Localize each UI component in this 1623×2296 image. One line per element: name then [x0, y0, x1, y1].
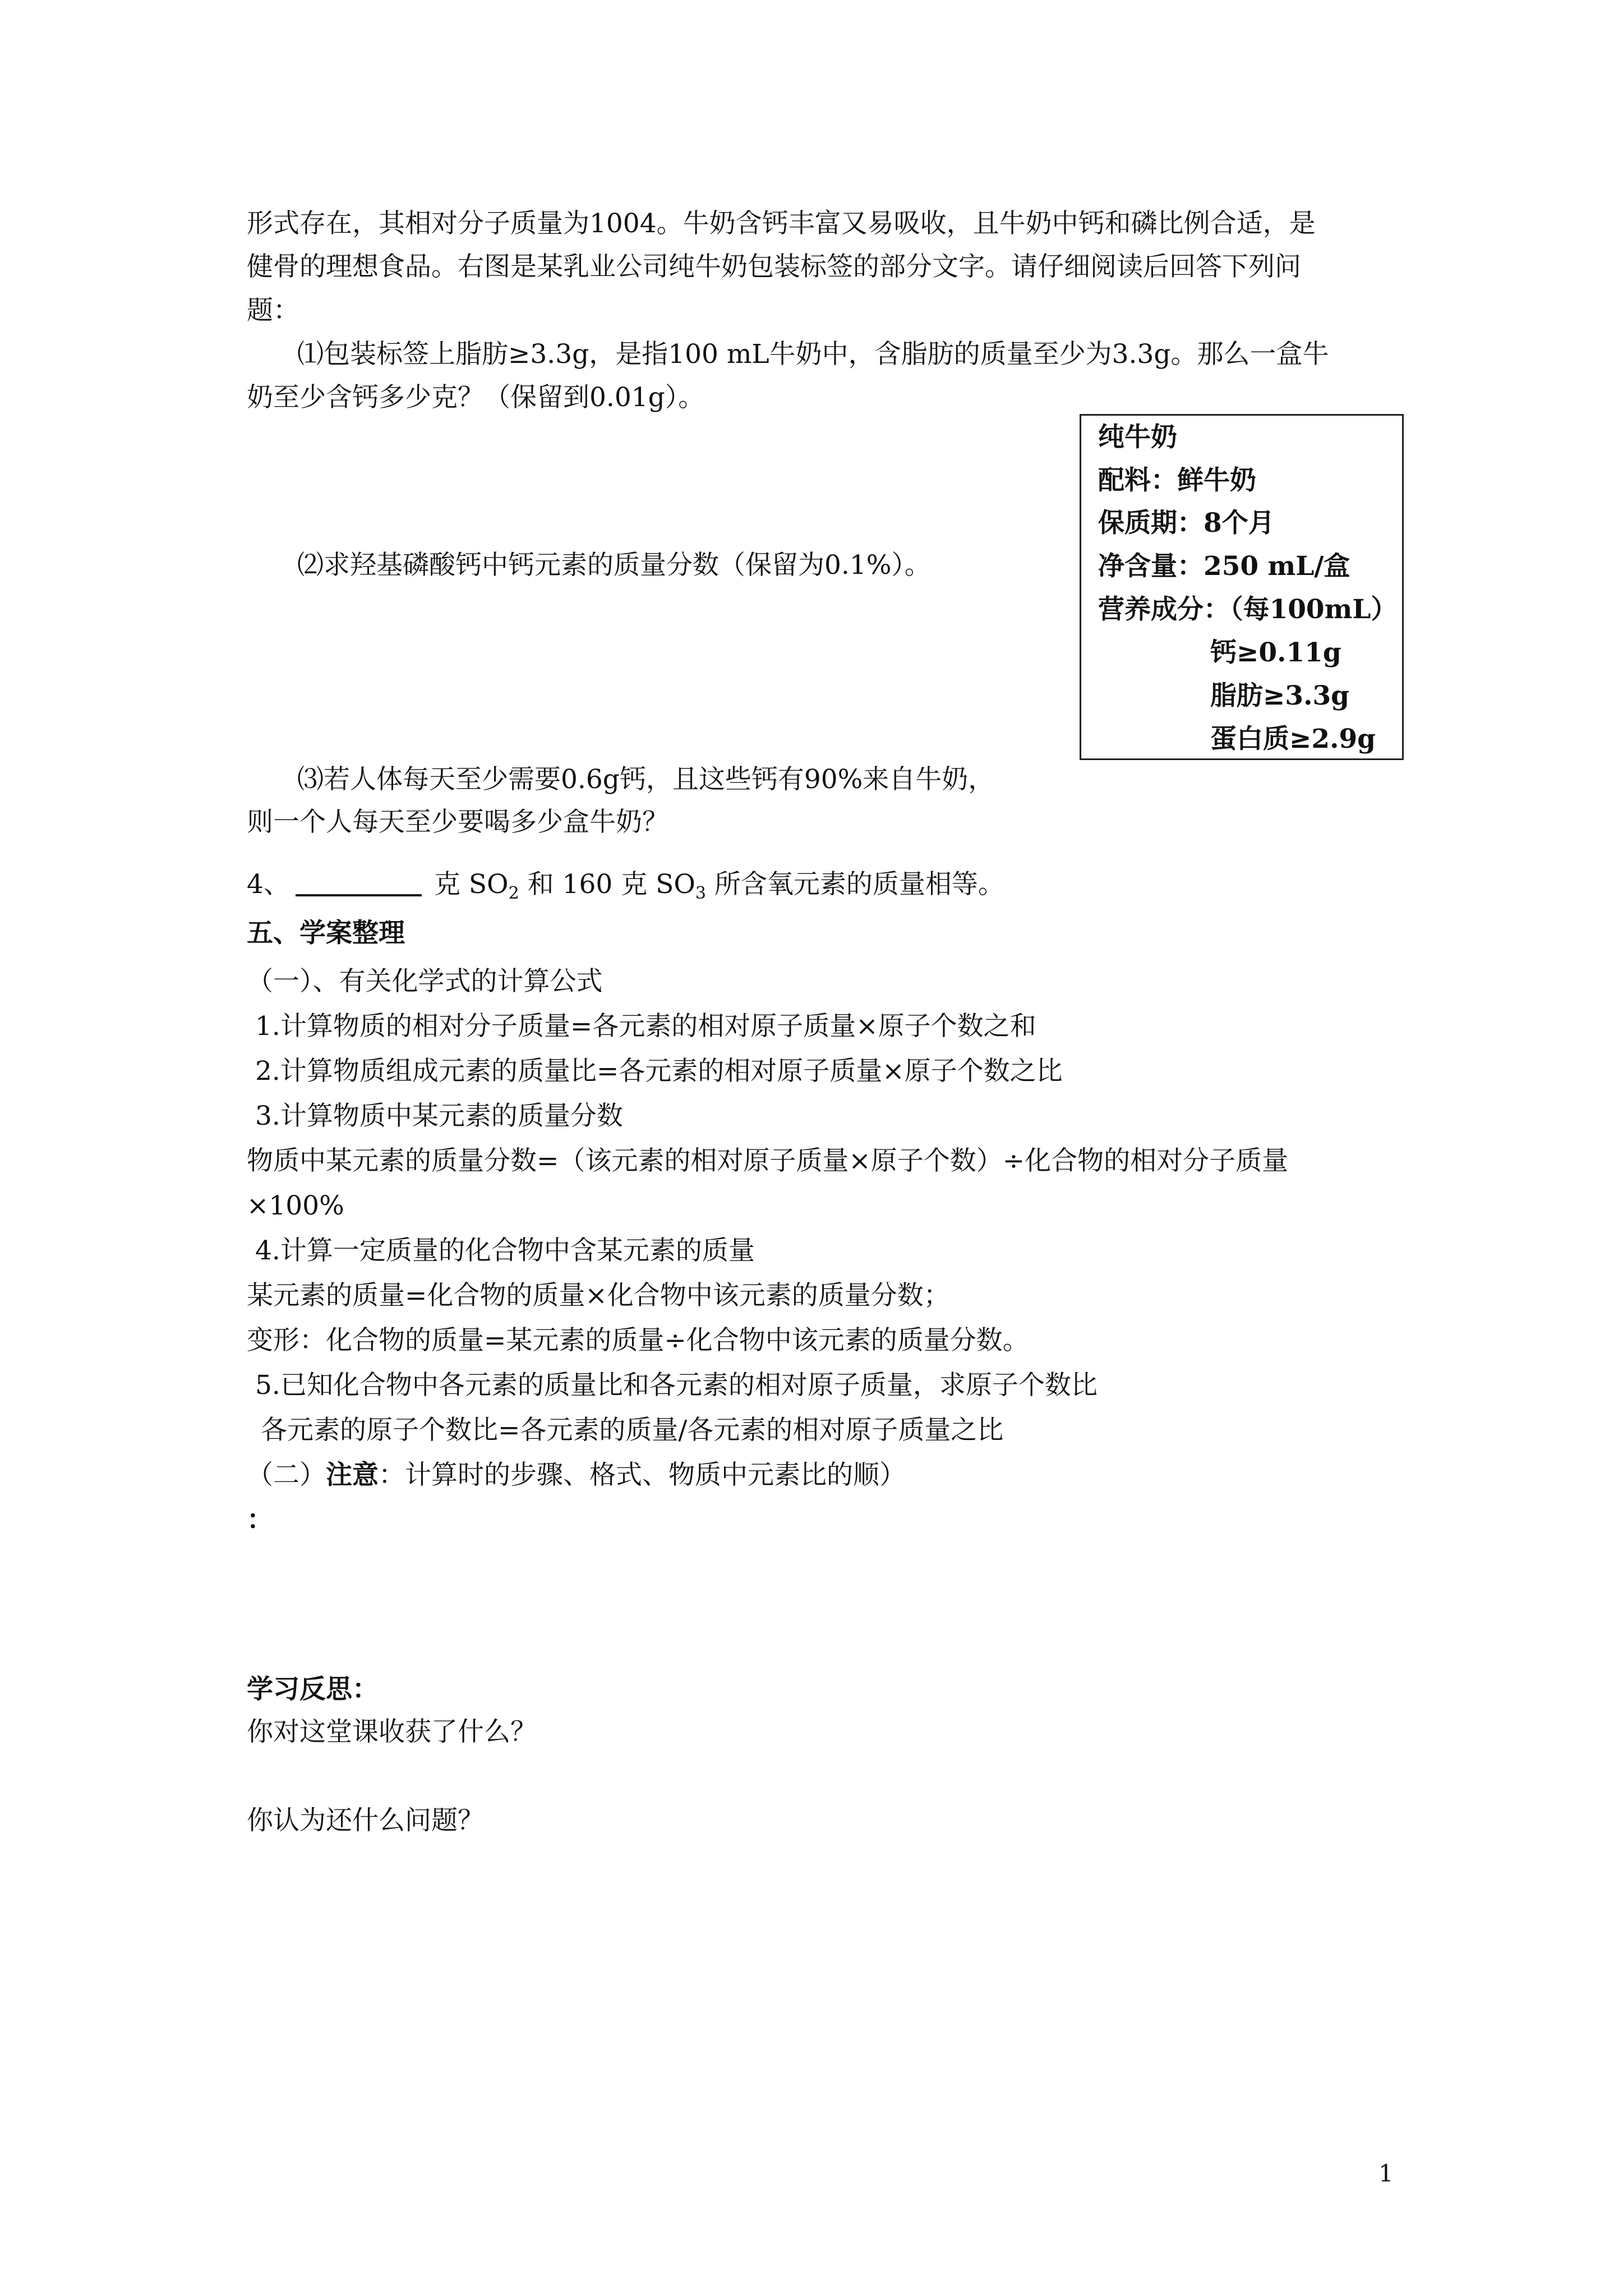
formula-item: 1.计算物质的相对分子质量=各元素的相对原子质量×原子个数之和 — [255, 1011, 1036, 1042]
intro-line: 健骨的理想食品。右图是某乳业公司纯牛奶包装标签的部分文字。请仔细阅读后回答下列问 — [247, 251, 1301, 282]
formula-item: 4.计算一定质量的化合物中含某元素的质量 — [255, 1235, 755, 1266]
q3-line: ⑶若人体每天至少需要0.6g钙，且这些钙有90%来自牛奶， — [297, 764, 995, 795]
formula-line: 某元素的质量=化合物的质量×化合物中该元素的质量分数； — [247, 1280, 950, 1311]
question-2: ⑵求羟基磷酸钙中钙元素的质量分数（保留为0.1%）。 — [297, 550, 931, 581]
reflection-heading: 学习反思： — [247, 1674, 379, 1705]
label-calcium: 钙≥0.11g — [1210, 637, 1341, 668]
answer-blank[interactable] — [296, 869, 422, 896]
subsection-heading: （一）、有关化学式的计算公式 — [247, 966, 603, 997]
q4-sub: 3 — [695, 884, 706, 903]
intro-line: 形式存在，其相对分子质量为1004。牛奶含钙丰富又易吸收，且牛奶中钙和磷比例合适，是 — [247, 208, 1316, 239]
q1-line: 奶至少含钙多少克？（保留到0.01g）。 — [247, 382, 705, 413]
note-bold: 注意 — [326, 1460, 379, 1490]
formula-item: 2.计算物质组成元素的质量比=各元素的相对原子质量×原子个数之比 — [255, 1056, 1063, 1087]
formula-line: 变形：化合物的质量=某元素的质量÷化合物中该元素的质量分数。 — [247, 1325, 1029, 1356]
label-protein: 蛋白质≥2.9g — [1210, 724, 1376, 754]
note-prefix: （二） — [247, 1460, 326, 1490]
q1-line: ⑴包装标签上脂肪≥3.3g，是指100 mL牛奶中，含脂肪的质量至少为3.3g。那么一盒牛 — [297, 339, 1329, 370]
q4-number: 4、 — [247, 869, 290, 900]
note-line — [247, 1462, 906, 1488]
note-trail: ： — [247, 1504, 273, 1535]
q4-text: 和 160 克 SO — [519, 869, 695, 900]
label-title: 纯牛奶 — [1098, 422, 1177, 453]
formula-line: 各元素的原子个数比=各元素的质量/各元素的相对原子质量之比 — [261, 1415, 1004, 1446]
section-heading: 五、学案整理 — [247, 918, 405, 949]
label-fat: 脂肪≥3.3g — [1210, 680, 1350, 711]
milk-label-box — [1080, 414, 1404, 760]
formula-line: 物质中某元素的质量分数=（该元素的相对原子质量×原子个数）÷化合物的相对分子质量 — [247, 1145, 1289, 1176]
page-number: 1 — [1378, 2160, 1394, 2187]
label-net-content: 净含量：250 mL/盒 — [1098, 551, 1350, 582]
formula-item: 5.已知化合物中各元素的质量比和各元素的相对原子质量，求原子个数比 — [255, 1370, 1098, 1401]
q3-line: 则一个人每天至少要喝多少盒牛奶？ — [247, 807, 668, 838]
note-text: ：计算时的步骤、格式、物质中元素比的顺） — [379, 1460, 906, 1490]
label-shelf-life: 保质期：8个月 — [1098, 508, 1275, 539]
formula-line: ×100% — [247, 1190, 344, 1221]
reflection-question: 你认为还什么问题？ — [247, 1805, 484, 1836]
intro-line: 题： — [247, 295, 299, 326]
q4-text: 所含氧元素的质量相等。 — [706, 869, 1004, 900]
label-nutrition: 营养成分：（每100mL） — [1098, 594, 1398, 625]
reflection-question: 你对这堂课收获了什么？ — [247, 1717, 537, 1747]
label-ingredients: 配料：鲜牛奶 — [1098, 465, 1256, 496]
formula-item: 3.计算物质中某元素的质量分数 — [255, 1101, 623, 1131]
q4-text: 克 SO — [434, 869, 509, 900]
q4-sub: 2 — [508, 884, 519, 903]
question-4 — [247, 869, 1004, 902]
